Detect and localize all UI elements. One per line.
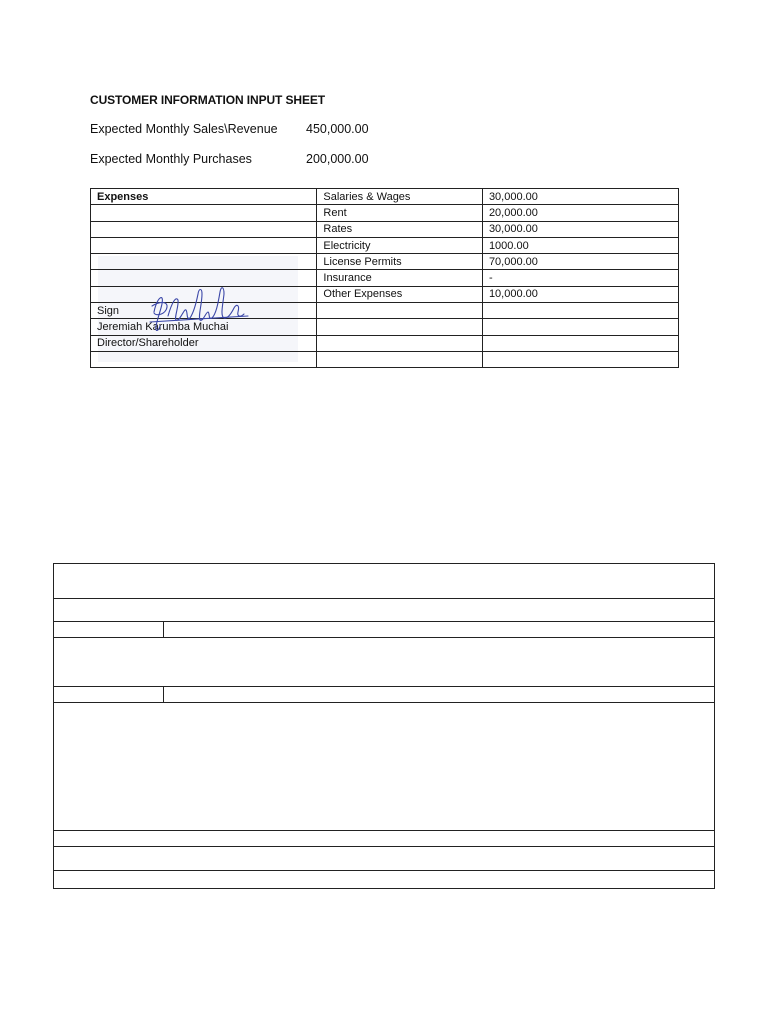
form-divider — [54, 686, 714, 687]
form-divider — [54, 637, 714, 638]
empty-cell — [91, 237, 317, 253]
expense-item: License Permits — [317, 254, 483, 270]
table-row — [91, 351, 679, 367]
empty-cell — [317, 335, 483, 351]
form-divider — [54, 830, 714, 831]
form-column-divider — [163, 686, 164, 702]
table-row — [91, 270, 679, 286]
empty-cell — [482, 303, 678, 319]
signer-name: Jeremiah Karumba Muchai — [91, 319, 317, 335]
expenses-table — [90, 188, 679, 368]
expense-item: Electricity — [317, 237, 483, 253]
expense-amount: 30,000.00 — [482, 189, 678, 205]
expense-amount: 70,000.00 — [482, 254, 678, 270]
expenses-header: Expenses — [91, 189, 317, 205]
empty-cell — [91, 254, 317, 270]
empty-cell — [482, 335, 678, 351]
expense-item: Salaries & Wages — [317, 189, 483, 205]
table-row — [91, 254, 679, 270]
table-row — [91, 335, 679, 351]
expense-amount: 20,000.00 — [482, 205, 678, 221]
expense-item: Rent — [317, 205, 483, 221]
signer-role: Director/Shareholder — [91, 335, 317, 351]
empty-cell — [91, 221, 317, 237]
empty-cell — [317, 319, 483, 335]
expense-amount: 30,000.00 — [482, 221, 678, 237]
expected-sales-value: 450,000.00 — [306, 122, 369, 136]
empty-cell — [482, 319, 678, 335]
table-row — [91, 286, 679, 302]
empty-cell — [317, 303, 483, 319]
table-row — [91, 189, 679, 205]
form-divider — [54, 598, 714, 599]
empty-cell — [91, 205, 317, 221]
expense-item: Insurance — [317, 270, 483, 286]
empty-cell — [91, 286, 317, 302]
sheet-title: CUSTOMER INFORMATION INPUT SHEET — [90, 93, 326, 107]
expense-amount: 10,000.00 — [482, 286, 678, 302]
empty-cell — [317, 351, 483, 367]
table-row — [91, 237, 679, 253]
form-column-divider — [163, 621, 164, 637]
table-row — [91, 303, 679, 319]
form-divider — [54, 702, 714, 703]
expense-item: Other Expenses — [317, 286, 483, 302]
blank-form-box — [53, 563, 715, 889]
sign-label: Sign — [91, 303, 317, 319]
form-divider — [54, 621, 714, 622]
expense-item: Rates — [317, 221, 483, 237]
expected-sales-label: Expected Monthly Sales\Revenue — [90, 122, 278, 136]
expense-amount: 1000.00 — [482, 237, 678, 253]
table-row — [91, 221, 679, 237]
expected-purchases-value: 200,000.00 — [306, 152, 369, 166]
expense-amount: - — [482, 270, 678, 286]
empty-cell — [482, 351, 678, 367]
form-divider — [54, 870, 714, 871]
form-divider — [54, 846, 714, 847]
table-row — [91, 205, 679, 221]
empty-cell — [91, 270, 317, 286]
empty-cell — [91, 351, 317, 367]
table-row — [91, 319, 679, 335]
expected-purchases-label: Expected Monthly Purchases — [90, 152, 252, 166]
